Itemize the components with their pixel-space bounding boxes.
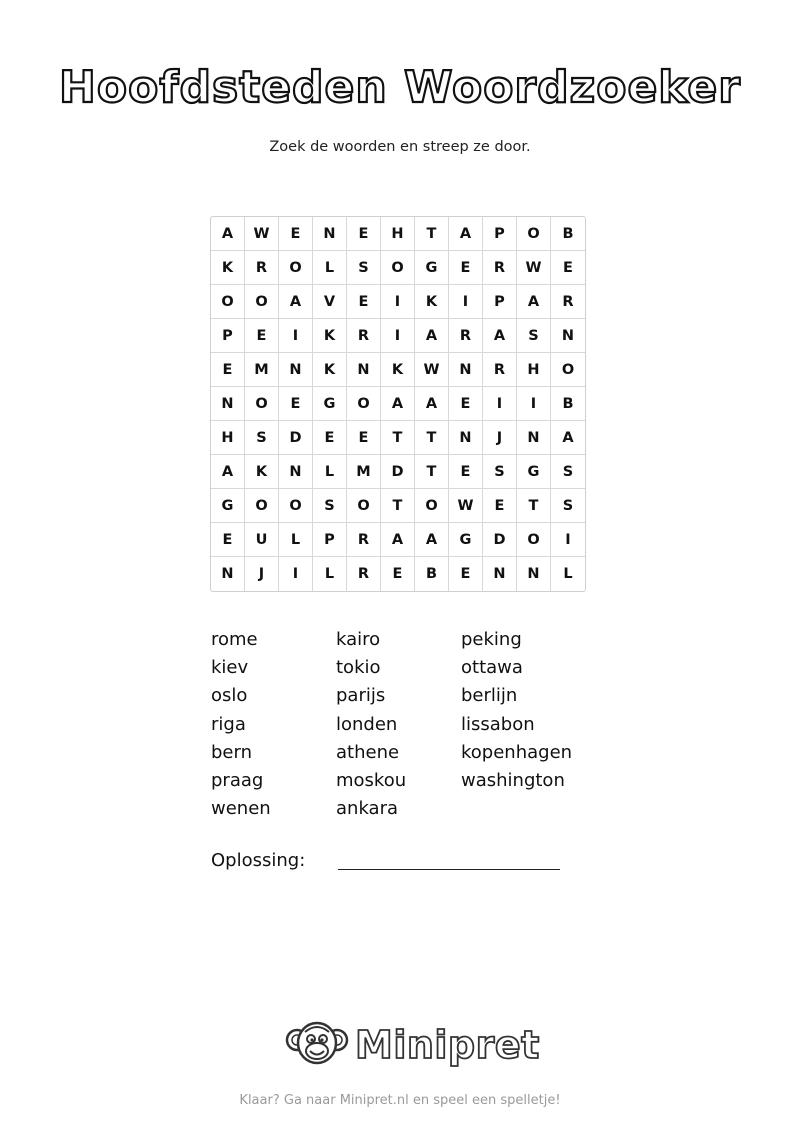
word-search-grid xyxy=(210,216,586,592)
word-item: moskou xyxy=(336,769,407,791)
grid-cell: P xyxy=(211,319,245,353)
grid-cell: E xyxy=(449,251,483,285)
grid-cell: N xyxy=(449,353,483,387)
grid-cell: O xyxy=(551,353,585,387)
footer-text: Klaar? Ga naar Minipret.nl en speel een spelletje! xyxy=(239,1093,561,1108)
grid-cell: R xyxy=(347,319,381,353)
grid-cell: T xyxy=(381,489,415,523)
grid-cell: B xyxy=(551,387,585,421)
grid-cell: S xyxy=(313,489,347,523)
grid-cell: O xyxy=(517,217,551,251)
grid-cell: O xyxy=(415,489,449,523)
grid-cell: L xyxy=(313,251,347,285)
grid-cell: N xyxy=(211,557,245,591)
word-item: ottawa xyxy=(461,657,523,679)
grid-cell: R xyxy=(245,251,279,285)
grid-cell: N xyxy=(551,319,585,353)
grid-cell: O xyxy=(279,251,313,285)
grid-cell: K xyxy=(415,285,449,319)
grid-cell: G xyxy=(211,489,245,523)
grid-cell: S xyxy=(551,489,585,523)
grid-cell: J xyxy=(483,421,517,455)
grid-cell: K xyxy=(245,455,279,489)
grid-cell: I xyxy=(381,285,415,319)
word-item: athene xyxy=(336,741,400,763)
grid-cell: E xyxy=(347,421,381,455)
word-column xyxy=(336,626,461,820)
grid-cell: T xyxy=(381,421,415,455)
grid-cell: R xyxy=(483,251,517,285)
grid-cell: S xyxy=(517,319,551,353)
grid-cell: I xyxy=(449,285,483,319)
grid-cell: E xyxy=(449,557,483,591)
grid-cell: K xyxy=(381,353,415,387)
grid-cell: A xyxy=(279,285,313,319)
grid-cell: W xyxy=(415,353,449,387)
grid-cell: A xyxy=(211,455,245,489)
grid-cell: N xyxy=(279,353,313,387)
grid-cell: N xyxy=(279,455,313,489)
grid-cell: A xyxy=(449,217,483,251)
grid-cell: N xyxy=(449,421,483,455)
title-container xyxy=(0,62,800,113)
word-item: lissabon xyxy=(461,713,535,735)
brand-logo xyxy=(285,1018,540,1072)
grid-cell: R xyxy=(449,319,483,353)
grid-cell: S xyxy=(483,455,517,489)
grid-cell: T xyxy=(415,421,449,455)
grid-cell: H xyxy=(517,353,551,387)
grid-cell: O xyxy=(347,387,381,421)
word-item: praag xyxy=(211,769,264,791)
word-item: peking xyxy=(461,629,522,650)
grid-cell: G xyxy=(449,523,483,557)
grid-cell: K xyxy=(211,251,245,285)
grid-cell: L xyxy=(279,523,313,557)
word-item: kairo xyxy=(336,629,381,650)
grid-cell: D xyxy=(381,455,415,489)
grid-cell: O xyxy=(279,489,313,523)
grid-cell: N xyxy=(483,557,517,591)
grid-cell: W xyxy=(517,251,551,285)
solution-answer-line xyxy=(338,869,560,870)
grid-cell: A xyxy=(415,523,449,557)
grid-cell: I xyxy=(381,319,415,353)
grid-cell: A xyxy=(551,421,585,455)
grid-cell: B xyxy=(415,557,449,591)
grid-cell: E xyxy=(279,387,313,421)
grid-cell: P xyxy=(483,217,517,251)
solution-label: Oplossing: xyxy=(211,850,306,871)
grid-cell: K xyxy=(313,353,347,387)
grid-cell: A xyxy=(211,217,245,251)
word-item: bern xyxy=(211,741,252,763)
grid-cell: A xyxy=(483,319,517,353)
grid-cell: O xyxy=(245,285,279,319)
grid-cell: V xyxy=(313,285,347,319)
grid-cell: O xyxy=(245,387,279,421)
grid-cell: N xyxy=(517,421,551,455)
grid-cell: B xyxy=(551,217,585,251)
grid-cell: E xyxy=(347,217,381,251)
monkey-icon xyxy=(285,1018,349,1072)
word-item: londen xyxy=(336,713,398,735)
grid-cell: L xyxy=(313,557,347,591)
grid-cell: M xyxy=(245,353,279,387)
grid-cell: O xyxy=(517,523,551,557)
word-item: kiev xyxy=(211,657,249,679)
brand-name: Minipret xyxy=(355,1023,540,1067)
word-item: berlijn xyxy=(461,685,518,707)
grid-cell: P xyxy=(313,523,347,557)
grid-cell: O xyxy=(211,285,245,319)
grid-cell: A xyxy=(415,387,449,421)
grid-cell: A xyxy=(381,523,415,557)
grid-cell: M xyxy=(347,455,381,489)
grid-cell: R xyxy=(483,353,517,387)
grid-cell: O xyxy=(245,489,279,523)
grid-cell: R xyxy=(347,523,381,557)
grid-cell: G xyxy=(313,387,347,421)
word-item: washington xyxy=(461,769,565,791)
page-subtitle: Zoek de woorden en streep ze door. xyxy=(269,139,531,155)
grid-cell: H xyxy=(381,217,415,251)
grid-cell: E xyxy=(449,455,483,489)
grid-cell: I xyxy=(279,557,313,591)
grid-cell: E xyxy=(245,319,279,353)
grid-cell: A xyxy=(517,285,551,319)
grid-cell: E xyxy=(483,489,517,523)
word-item: tokio xyxy=(336,657,381,679)
page-title: Hoofdsteden Woordzoeker xyxy=(59,62,741,113)
word-item: riga xyxy=(211,713,246,735)
grid-cell: N xyxy=(347,353,381,387)
grid-cell: W xyxy=(449,489,483,523)
grid-cell: T xyxy=(415,455,449,489)
word-list xyxy=(211,626,611,820)
grid-cell: R xyxy=(551,285,585,319)
grid-cell: E xyxy=(211,523,245,557)
grid-cell: E xyxy=(279,217,313,251)
grid-cell: P xyxy=(483,285,517,319)
grid-cell: I xyxy=(279,319,313,353)
grid-cell: D xyxy=(483,523,517,557)
word-item: ankara xyxy=(336,798,399,820)
grid-cell: G xyxy=(517,455,551,489)
word-item: oslo xyxy=(211,685,248,707)
grid-cell: J xyxy=(245,557,279,591)
grid-cell: H xyxy=(211,421,245,455)
grid-cell: T xyxy=(517,489,551,523)
grid-cell: O xyxy=(347,489,381,523)
grid-cell: S xyxy=(551,455,585,489)
grid-cell: D xyxy=(279,421,313,455)
grid-cell: T xyxy=(415,217,449,251)
word-item: wenen xyxy=(211,798,271,820)
grid-cell: E xyxy=(381,557,415,591)
grid-cell: U xyxy=(245,523,279,557)
grid-cell: I xyxy=(483,387,517,421)
grid-cell: E xyxy=(449,387,483,421)
grid-cell: N xyxy=(313,217,347,251)
word-item: rome xyxy=(211,629,258,650)
word-item: parijs xyxy=(336,685,386,707)
grid-cell: G xyxy=(415,251,449,285)
grid-cell: I xyxy=(551,523,585,557)
grid-cell: N xyxy=(211,387,245,421)
word-column xyxy=(461,626,611,791)
grid-cell: L xyxy=(313,455,347,489)
grid-cell: R xyxy=(347,557,381,591)
grid-cell: I xyxy=(517,387,551,421)
grid-cell: O xyxy=(381,251,415,285)
grid-cell: E xyxy=(347,285,381,319)
grid-cell: E xyxy=(313,421,347,455)
grid-cell: W xyxy=(245,217,279,251)
word-column xyxy=(211,626,336,820)
grid-cell: N xyxy=(517,557,551,591)
grid-cell: K xyxy=(313,319,347,353)
grid-cell: L xyxy=(563,566,573,582)
word-item: kopenhagen xyxy=(461,741,573,763)
grid-cell: S xyxy=(347,251,381,285)
grid-cell: A xyxy=(415,319,449,353)
grid-cell: E xyxy=(211,353,245,387)
grid-cell: S xyxy=(245,421,279,455)
grid-cell: E xyxy=(551,251,585,285)
grid-cell: A xyxy=(381,387,415,421)
